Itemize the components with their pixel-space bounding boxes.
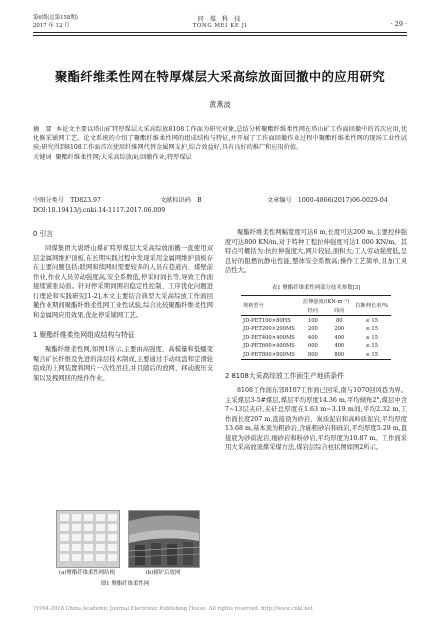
table-sub-longitudinal: 经向 [300,306,326,316]
section1-paragraph: 聚酯纤维柔性网,如图1所示,主要由高强度、高模量和低蠕变聚合矿长纤维及先进的涂层技术制成,主要通过手动纹盘和定滑轮组成的上网装置将网片一次性吊挂,并且随后的放网、移动液压支架以及拽网回的纸件作业。 [33,346,213,382]
intro-paragraph: 同煤集团大唐塔山煤矿特厚煤层大采高综放面撤一直使用双层金属网维护顶板,在长期实践过程中发现采用金属网维护顶板存在主要问题包括:联网和续网时需要较多的人员在巷道内、煤壁前作业,作业人员劳动强度高,安全系数低,停采时间长等,导致工作面接续紧张局面。针对停采期间围岩稳定性控制、工序优化问题进行理论和实践研究[1-2],本文主要结合典型大采高综放工作面回撤作业期间聚酯纤维柔性网工业性试验,综合比较聚酯纤维柔性网和金属网应用效果,优化停采铺网工艺。 [33,245,213,319]
figure1a-image [56,510,120,568]
table-cell: 800 [307,352,318,359]
abstract [33,126,407,163]
table-cell: 600 [307,343,318,350]
table-cell: JD-PET400×400MS [243,334,295,341]
table-cell: 400 [307,334,318,341]
table-cell: JD-PET600×400MS [243,343,295,350]
table-cell: 100 [307,317,318,324]
intro-heading: 0 引言 [33,230,54,238]
table-cell: ≤ 15 [365,352,379,359]
date-line: 2017 年 12 月 [33,23,70,29]
abstract-text: 本论文主要以塔山矿特厚煤层大采高综放8108工作面为研究对象,总结分析聚酯纤维柔性网在塔山矿工作面回撤中的首次应用,优化修采铺网工艺。论文系统的介绍了聚酯纤维柔性网的组成结构与特征,并开展了工作面回撤作业过程中聚酯纤维柔性网的现场工业性试验;研究得到8108工作面首次使用纤维网代替金属网支护,综合效益好,具有良好的推广和应用价值。 [33,126,408,151]
paper-title: 聚酯纤维柔性网在特厚煤层大采高综放面回撤中的应用研究 [54,70,386,84]
table-col-strength: 拉伸强度/(KN·m⁻¹) [302,298,350,305]
net-structure-graphic [57,511,119,567]
table-row [241,316,391,325]
table-col-elongation: 拉断伸长率/% [353,296,392,316]
table-cell: ≤ 15 [365,343,379,350]
right-column [225,228,407,453]
table-sub-latitudinal: 纬向 [326,306,352,316]
table-cell: JD-PET200×200MS [243,326,295,333]
author-name: 黄燕波 [209,100,231,109]
section2-heading: 2 8108大采高综放工作面生产地质条件 [225,372,344,381]
header-rule-thin [33,35,407,36]
left-column [33,228,213,383]
document-code: 文献标识码 B [160,197,202,204]
table-cell: ≤ 15 [365,317,379,324]
figure1a-caption: (a)聚酯纤维柔性网结构 [59,570,115,576]
figure1b-image [128,510,200,568]
journal-title-en: TONG MEI KE JI [192,23,248,29]
table-cell: ≤ 15 [365,326,379,333]
section2-paragraph: 8108工作面东邻8107工作面已回采,南与1070回风巷为界。主采煤层3-5#煤层,煤层平均厚度14.36 m,平均倾角2°,煤层中含7~13层夹矸,夹矸总厚度在1.63 m~3.19 m间,平均2.32 m,工作面长度207 m,直接顶为砂岩、炭质泥岩和高岭质泥岩,平均厚度13.68 m,基本顶为粗砂岩,含砾粗砂岩和砾岩,平均厚度5.29 m,直接底为砂质泥岩,细砂岩和粉砂岩,平均厚度为10.87 m。工作面采用大采高放顶煤采煤方法,煤岩层综合柱状图如图2所示。 [225,387,407,452]
table-cell: 200 [307,326,318,333]
keywords-text: 聚酯纤维柔性网;大采高综放面;回撤作业;特厚煤层 [55,154,192,162]
mine-net-photo-graphic [129,511,199,567]
table-cell: 200 [334,326,345,333]
table-col-model: 规格型号 [241,296,300,316]
table-cell: JD-PET100×80HS [243,317,291,324]
copyright-footer: ?1994-2018 China Academic Journal Electronic Publishing House. All rights reserved. http://www.cnki.net [33,606,313,612]
abstract-label: 摘 要 [33,126,52,133]
table1-caption: 表1 聚酯纤维柔性网部分技术参数[3] [271,284,361,291]
table-cell: 80 [335,317,343,324]
issue-line: 第6期(总第158期) [33,15,78,21]
table-row [241,342,391,351]
table-cell: 400 [334,334,345,341]
journal-title-cn: 同 煤 科 技 [197,16,243,23]
table-cell: 400 [334,343,345,350]
table-cell: 800 [334,352,345,359]
table-row [241,325,391,334]
table-cell: ≤ 15 [365,334,379,341]
doi: DOI:10.19413/j.cnki.14-1117.2017.06.009 [33,207,166,214]
net-properties-paragraph: 聚酯纤维柔性网幅宽度可达6 m,长度可达200 m,主要控伸强度可达800 KN/m,对于特种工程拉伸强度可达1 000 KN/m。其特点可概括为:抗拉伸强度大,网片较轻,面积大;工人劳动强度低,呈良好的阻燃抗静电性能,整体安全系数高;操作工艺简单,且加工灵活性大。 [225,229,407,274]
table-row [241,334,391,343]
keywords-label: 关键词 [33,154,52,162]
keywords-line [33,154,407,163]
table1 [241,295,391,360]
header-rule-thick [33,32,407,33]
section1-heading: 1 聚酯纤维柔性网组成结构与特征 [33,331,135,339]
figure1-caption: 图1 聚酯纤维柔性网 [100,581,150,587]
table-row [241,351,391,360]
table-cell: JD-PET800×800MS [243,352,295,359]
table-header-row [241,296,391,306]
page-number: · 29 · [390,20,407,28]
article-number: 文章编号 1000-4866(2017)06-0029-04 [267,197,388,204]
figure1b-caption: (b)辅铲后放网 [145,570,181,576]
clc-number: 中图分类号 TD823.97 [33,197,101,204]
